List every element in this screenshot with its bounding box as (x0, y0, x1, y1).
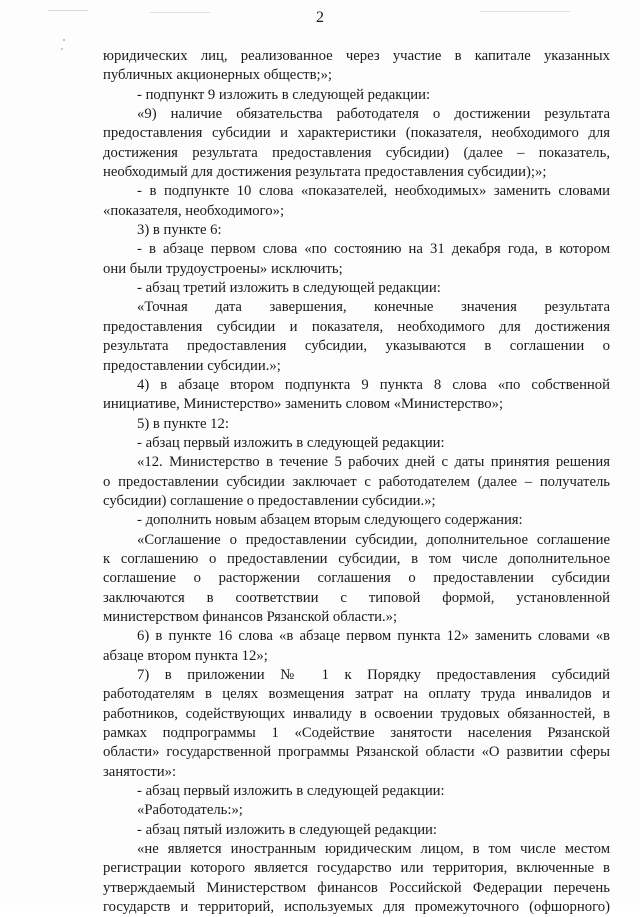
text-line: - абзац третий изложить в следующей редакции: (137, 280, 441, 297)
text-line: - абзац первый изложить в следующей редакции: (137, 783, 445, 800)
text-line: - абзац первый изложить в следующей редакции: (137, 434, 445, 451)
document-body (103, 47, 610, 917)
text-line: «Работодатель:»; (137, 802, 243, 819)
text-line: публичных акционерных обществ;»; (103, 67, 333, 84)
text-line: предоставления субсидии и показателя, необходимого для достижения (103, 318, 610, 335)
text-line: абзаце втором пункта 12»; (103, 647, 268, 664)
text-line: предоставлении субсидии.»; (103, 357, 281, 374)
text-line: «12. Министерство в течение 5 рабочих дней с даты принятия решения (137, 454, 610, 471)
text-line: заключаются в соответствии с типовой формой, установленной (103, 589, 610, 606)
text-line: «показателя, необходимого»; (103, 202, 285, 219)
text-line: «9) наличие обязательства работодателя о достижении результата (137, 106, 610, 123)
text-line: 5) в пункте 12: (137, 415, 229, 432)
text-line: «не является иностранным юридическим лицом, в том числе местом (137, 841, 610, 858)
text-line: результата предоставления субсидии, указываются в соглашении о (103, 338, 610, 355)
text-line: 7) в приложении № 1 к Порядку предоставления субсидий (137, 667, 610, 683)
text-line: о предоставлении субсидии заключает с работодателем (далее – получатель (103, 473, 610, 490)
scan-speck (61, 48, 63, 50)
text-line: - дополнить новым абзацем вторым следующего содержания: (137, 512, 523, 529)
text-line: «Соглашение о предоставлении субсидии, дополнительное соглашение (137, 531, 610, 548)
text-line: рамках подпрограммы 1 «Содействие занятости населения Рязанской (103, 725, 610, 742)
text-line: - абзац пятый изложить в следующей редакции: (137, 821, 437, 838)
text-line: 6) в пункте 16 слова «в абзаце первом пункта 12» заменить словами «в (137, 628, 610, 645)
text-line: занятости»: (103, 763, 177, 780)
text-line: - в подпункте 10 слова «показателей, необходимых» заменить словами (137, 183, 610, 200)
text-line: работников, содействующих инвалиду в освоении трудовых обязанностей, в (103, 705, 610, 722)
text-line: утверждаемый Министерством финансов Российской Федерации перечень (103, 879, 610, 896)
text-line: к соглашению о предоставлении субсидии, в том числе дополнительное (103, 550, 610, 567)
text-line: - в абзаце первом слова «по состоянию на 31 декабря года, в котором (137, 241, 610, 258)
text-line: юридических лиц, реализованное через участие в капитале указанных (103, 48, 610, 64)
text-line: они были трудоустроены» исключить; (103, 260, 343, 277)
page-number: 2 (316, 9, 324, 26)
text-line: предоставления субсидии и характеристики (показателя, необходимого для (103, 125, 610, 142)
text-line: работодателям в целях возмещения затрат на оплату труда инвалидов и (103, 686, 610, 703)
text-line: области» государственной программы Рязанской области «О развитии сферы (103, 744, 610, 761)
text-line: инициативе, Министерство» заменить словом «Министерство»; (103, 396, 504, 413)
text-line: 4) в абзаце втором подпункта 9 пункта 8 слова «по собственной (137, 376, 610, 393)
text-line: соглашение о расторжении соглашения о предоставлении субсидии (103, 570, 610, 587)
text-line: - подпункт 9 изложить в следующей редакции: (137, 86, 431, 103)
text-line: субсидии) соглашение о предоставлении субсидии.»; (103, 492, 436, 509)
scan-speck (48, 10, 88, 11)
text-line: министерством финансов Рязанской области.»; (103, 608, 398, 625)
text-line: государств и территорий, используемых для промежуточного (офшорного) (103, 899, 610, 916)
text-line: необходимый для достижения результата предоставления субсидии);»; (103, 164, 547, 181)
scan-speck (150, 12, 210, 13)
text-line: регистрации которого является государство или территория, включенные в (103, 860, 610, 877)
text-line: 3) в пункте 6: (137, 222, 222, 239)
text-line: «Точная дата завершения, конечные значения результата (137, 299, 610, 316)
scan-speck (63, 39, 65, 41)
text-line: достижения результата предоставления субсидии) (далее – показатель, (103, 144, 610, 161)
scan-speck (480, 11, 570, 12)
